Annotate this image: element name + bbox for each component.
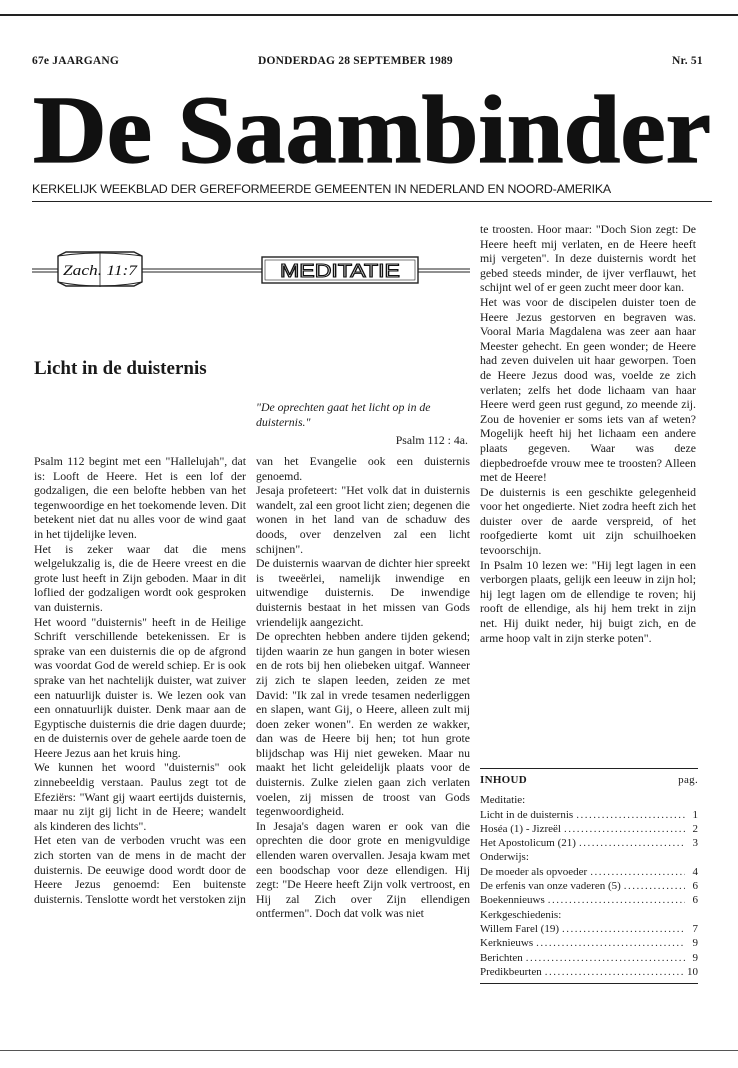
toc-entry bbox=[480, 836, 698, 850]
toc-entry bbox=[480, 865, 698, 879]
toc-leader-dots bbox=[564, 822, 685, 836]
issue-number: Nr. 51 bbox=[672, 55, 703, 67]
toc-page-label: pag. bbox=[678, 774, 698, 786]
toc-entry-page: 9 bbox=[692, 937, 698, 950]
masthead-logo bbox=[32, 76, 712, 180]
toc-entry bbox=[480, 893, 698, 907]
toc-entry bbox=[480, 879, 698, 893]
toc-entry bbox=[480, 922, 698, 936]
masthead-subtitle: KERKELIJK WEEKBLAD DER GEREFORMEERDE GEMEENTEN IN NEDERLAND EN NOORD-AMERIKA bbox=[32, 182, 611, 196]
issue-date: DONDERDAG 28 SEPTEMBER 1989 bbox=[258, 55, 453, 67]
toc-entry bbox=[480, 936, 698, 950]
toc-entry-label: Het Apostolicum (21) bbox=[480, 837, 576, 850]
bible-reference: Zach. 11:7 bbox=[63, 263, 139, 279]
epigraph-reference: Psalm 112 : 4a. bbox=[395, 433, 468, 447]
toc-entry bbox=[480, 951, 698, 965]
paragraph: Het is zeker waar dat die mens welgelukzalig is, die de Heere vreest en die grote lust heeft in Zijn geboden. Maar in dit loflied der godzaligen wordt ook gesproken van duisternis. bbox=[34, 541, 246, 614]
toc-leader-dots bbox=[548, 893, 685, 907]
toc-entry-page: 2 bbox=[692, 822, 698, 835]
paragraph: In Jesaja's dagen waren er ook van die oprechten die door grote en menigvuldige ellenden waren overvallen. Jesaja kwam met een boodschap voor deze ellendigen. Hij zegt: "De Heere heeft Zijn volk vertroost, en Hij zal Zich over Zijn ellendigen ontfermen". Doch dat volk was niet bbox=[256, 818, 470, 921]
paragraph: Het woord "duisternis" heeft in de Heilige Schrift verschillende betekenissen. Er is sprake van een duisternis die op de afgrond was voordat God de wereld schiep. Er is ook sprake van het nachtelijk duister, wat zuiver een natuurlijk duister is. We lezen ook van een onnatuurlijk duister. Denk maar aan de Egyptische duisternis die drie dagen duurde; en de duisternis over de gehele aarde toen de Heere Jezus aan het kruis hing. bbox=[34, 614, 246, 760]
top-border-line bbox=[0, 14, 738, 16]
paragraph: De oprechten hebben andere tijden gekend; tijden waarin ze hun gangen in boter wiesen en de rots bij hen oliebeken uitgaf. Wanneer zij zich te slapen leeden, zeiden ze met David: "Ik zal in vrede tesamen nederliggen en slapen, want Gij, o Heere, alleen zult mij doen zeker wonen". En werden ze wakker, dan was de Heere bij hen; tot hun grote blijdschap was Hij niet geweken. Maar nu maakt het licht geleidelijk plaats voor de duisternis. Zulke zielen gaan zich verlaten voelen, zij missen de troost van Gods tegenwoordigheid. bbox=[256, 629, 470, 819]
table-of-contents bbox=[480, 768, 698, 984]
article-column-2 bbox=[256, 454, 470, 921]
paragraph: De duisternis waarvan de dichter hier spreekt is tweeërlei, namelijk inwendige en uitwendige duisternis. De inwendige duisternis bestaat in het missen van Gods vriendelijk aangezicht. bbox=[256, 556, 470, 629]
toc-header bbox=[480, 773, 698, 787]
toc-entry-page: 7 bbox=[692, 922, 698, 935]
toc-entry-label: Willem Farel (19) bbox=[480, 922, 559, 935]
meditatie-banner bbox=[32, 248, 470, 290]
paragraph: In Psalm 10 lezen we: "Hij legt lagen in een verborgen plaats, gelijk een leeuw in zijn hol; hij legt lagen om de ellendige te roven; hij rooft de ellendige, als hij hem trekt in zijn net. Hij duikt neder, hij buigt zich, en de arme hoop valt in zijn sterke poten". bbox=[480, 557, 696, 645]
toc-entry-page: 6 bbox=[692, 894, 698, 907]
toc-entry-page: 10 bbox=[687, 965, 698, 978]
toc-entry-label: Licht in de duisternis bbox=[480, 808, 574, 821]
toc-entry-label: Berichten bbox=[480, 951, 523, 964]
toc-leader-dots bbox=[590, 865, 685, 879]
toc-leader-dots bbox=[562, 922, 685, 936]
article-column-3 bbox=[480, 222, 696, 645]
toc-entry-label: De moeder als opvoeder bbox=[480, 865, 588, 878]
toc-entry-label: De erfenis van onze vaderen (5) bbox=[480, 880, 621, 893]
toc-entry-page: 1 bbox=[692, 808, 698, 821]
paragraph: Jesaja profeteert: "Het volk dat in duisternis wandelt, zal een groot licht zien; degenen die wonen in het land van de schaduw des doods, over denzelven zal een licht schijnen". bbox=[256, 483, 470, 556]
toc-entry-label: Predikbeurten bbox=[480, 965, 542, 978]
paragraph: Psalm 112 begint met een "Hallelujah", dat is: Looft de Heere. Het is een lof der godzaligen, die een belofte hebben van het tegenwoordige en het toekomende leven. Dit betekent niet dat nu alles voor de wind gaat in het tijdelijke leven. bbox=[34, 454, 246, 541]
epigraph-quote: "De oprechten gaat het licht op in de duisternis." bbox=[256, 400, 431, 429]
article-title: Licht in de duisternis bbox=[34, 358, 207, 379]
paragraph: van het Evangelie ook een duisternis genoemd. bbox=[256, 454, 470, 483]
toc-entry bbox=[480, 822, 698, 836]
toc-leader-dots bbox=[579, 836, 685, 850]
toc-title: INHOUD bbox=[480, 774, 528, 786]
toc-leader-dots bbox=[526, 951, 685, 965]
volume-label: 67e JAARGANG bbox=[32, 55, 120, 67]
toc-rows bbox=[480, 793, 698, 979]
toc-top-rule bbox=[480, 768, 698, 769]
paragraph: De duisternis is een geschikte gelegenheid voor het ongedierte. Niet zodra heeft zich het duister over de aarde verspreid, of het roofgedierte komt uit zijn schuilhoeken tevoorschijn. bbox=[480, 484, 696, 558]
toc-entry-page: 3 bbox=[692, 837, 698, 850]
toc-category: Kerkgeschiedenis: bbox=[480, 908, 562, 921]
toc-entry-label: Hoséa (1) - Jizreël bbox=[480, 822, 561, 835]
toc-entry-page: 6 bbox=[692, 880, 698, 893]
toc-leader-dots bbox=[576, 808, 685, 822]
toc-category: Onderwijs: bbox=[480, 851, 529, 864]
paragraph: te troosten. Hoor maar: "Doch Sion zegt: De Heere heeft mij verlaten, en de Heere heeft mij vergeten". In deze duisternis wordt het gebed steeds minder, de ijver verflauwt, het schijnt wel of er geen zucht meer door kan. bbox=[480, 222, 696, 295]
masthead-rule bbox=[32, 201, 712, 202]
bottom-border-line bbox=[0, 1050, 738, 1051]
toc-entry-label: Kerknieuws bbox=[480, 937, 534, 950]
toc-entry bbox=[480, 808, 698, 822]
toc-leader-dots bbox=[545, 965, 684, 979]
toc-bottom-rule bbox=[480, 983, 698, 984]
toc-entry-page: 4 bbox=[692, 865, 698, 878]
paragraph: Het eten van de verboden vrucht was een zich storten van de mens in de macht der duisternis. De eeuwige dood wordt door de Heere Jezus genoemd: Een buitenste duisternis. Tenslotte wordt het verstoken zijn bbox=[34, 833, 246, 906]
toc-entry bbox=[480, 965, 698, 979]
toc-leader-dots bbox=[624, 879, 685, 893]
toc-category: Meditatie: bbox=[480, 794, 526, 807]
toc-leader-dots bbox=[536, 936, 685, 950]
paragraph: Het was voor de discipelen duister toen de Heere Jezus gestorven en begraven was. Vooral Maria Magdalena was zeer aan haar Meester gehecht. En geen wonder; de Heere had zeven duivelen uit haar geworpen. Toen de Heere Jezus dood was, voelde ze zich verlaten; zelfs het dode lichaam van haar Heere werd geen rust gegund, zo meende zij. Zou de hovenier er soms iets van af weten? Mogelijk heeft hij het lichaam een andere plaats gegeven. Waar was deze diepbedroefde vrouw mee te troosten? Alleen met de Heere! bbox=[480, 294, 696, 485]
toc-entry-label: Boekennieuws bbox=[480, 894, 545, 907]
section-label: MEDITATIE bbox=[280, 261, 400, 281]
paragraph: We kunnen het woord "duisternis" ook zinnebeeldig verstaan. Paulus zegt tot de Efeziërs: "Want gij waart eertijds duisternis, maar nu zijt gij licht in de Heere; wandelt als kinderen des lichts". bbox=[34, 760, 246, 833]
toc-entry-page: 9 bbox=[692, 951, 698, 964]
masthead-title: De Saambinder bbox=[33, 76, 711, 180]
article-column-1 bbox=[34, 454, 246, 906]
